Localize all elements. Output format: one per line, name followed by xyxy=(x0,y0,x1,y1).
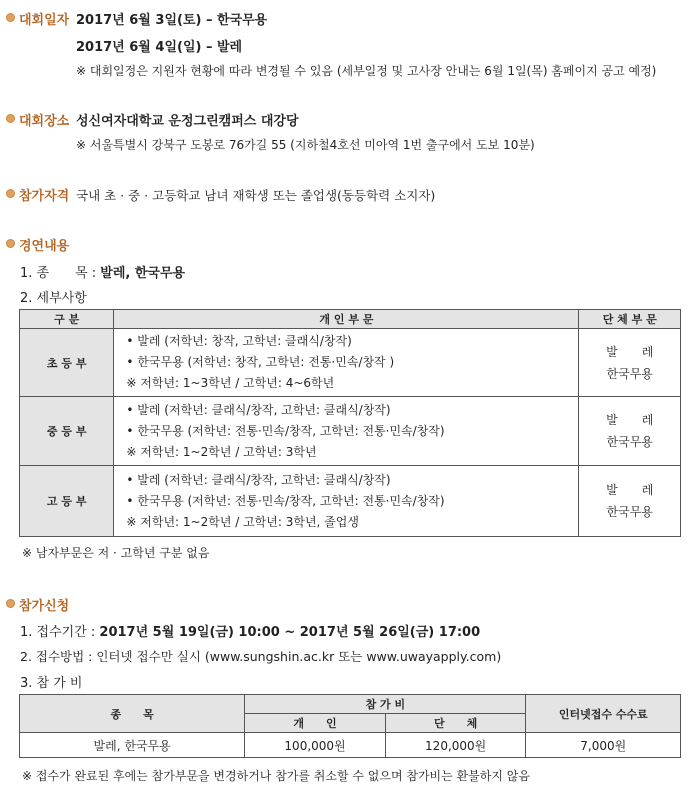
individual-line: • 한국무용 (저학년: 전통·민속/창작, 고학년: 전통·민속/창작) xyxy=(126,423,445,438)
schedule-label: 대회일자 xyxy=(19,13,70,28)
fee-header-group: 단 체 xyxy=(385,714,526,733)
individual-line: • 발레 (저학년: 클래식/창작, 고학년: 클래식/창작) xyxy=(126,472,391,487)
group-line: 발 레 xyxy=(606,413,654,427)
application-period xyxy=(20,621,480,640)
eligibility-text: 국내 초 · 중 · 고등학교 남녀 재학생 또는 졸업생(동등학력 소지자) xyxy=(76,188,436,203)
group-cell xyxy=(579,329,681,397)
section-bullet-icon xyxy=(6,13,15,22)
group-line: 발 레 xyxy=(606,483,654,497)
fee-online-cell: 7,000원 xyxy=(526,733,681,758)
contest-item-2: 2. 세부사항 xyxy=(20,291,87,306)
fee-item-cell: 발레, 한국무용 xyxy=(20,733,245,758)
group-cell xyxy=(579,397,681,466)
contest-label: 경연내용 xyxy=(19,239,70,254)
group-line: 한국무용 xyxy=(606,366,653,381)
individual-line: • 발레 (저학년: 클래식/창작, 고학년: 클래식/창작) xyxy=(126,402,391,417)
schedule-note: ※ 대회일정은 지원자 현황에 따라 변경될 수 있음 (세부일정 및 고사장 안내는 6월 1일(목) 홈페이지 공고 예정) xyxy=(76,64,657,78)
application-label: 참가신청 xyxy=(19,599,70,614)
table-header: 개 인 부 문 xyxy=(114,310,579,329)
fee-header-fee: 참 가 비 xyxy=(245,695,526,714)
contest-note: ※ 남자부문은 저 · 고학년 구분 없음 xyxy=(22,546,210,560)
contest-item-1-value: 발레, 한국무용 xyxy=(100,266,186,281)
venue-label: 대회장소 xyxy=(19,114,70,129)
individual-line: ※ 저학년: 1~2학년 / 고학년: 3학년, 졸업생 xyxy=(126,514,359,529)
individual-cell xyxy=(114,329,579,397)
section-bullet-icon xyxy=(6,114,15,123)
table-row xyxy=(20,329,681,397)
application-method: 2. 접수방법 : 인터넷 접수만 실시 (www.sungshin.ac.kr 또는 www.uwayapply.com) xyxy=(20,649,502,664)
group-line: 발 레 xyxy=(606,344,654,359)
individual-line: ※ 저학년: 1~2학년 / 고학년: 3학년 xyxy=(126,444,317,459)
category-cell: 초 등 부 xyxy=(20,329,114,397)
table-header: 구 분 xyxy=(20,310,114,329)
fee-title: 3. 참 가 비 xyxy=(20,676,83,691)
application-period-prefix: 1. 접수기간 : xyxy=(20,625,100,640)
contest-item-1-prefix: 1. 종 목 : xyxy=(20,266,101,281)
application-period-value: 2017년 5월 19일(금) 10:00 ~ 2017년 5월 26일(금) 17:00 xyxy=(99,625,481,640)
table-row xyxy=(20,466,681,537)
category-cell: 고 등 부 xyxy=(20,466,114,537)
venue-name: 성신여자대학교 운정그린캠퍼스 대강당 xyxy=(76,114,299,129)
schedule-line-1: 2017년 6월 3일(토) – 한국무용 xyxy=(76,13,268,28)
contest-detail-table xyxy=(19,309,681,537)
individual-line: • 한국무용 (저학년: 창작, 고학년: 전통·민속/창작 ) xyxy=(126,355,395,369)
individual-line: • 한국무용 (저학년: 전통·민속/창작, 고학년: 전통·민속/창작) xyxy=(126,493,445,508)
fee-header-online: 인터넷접수 수수료 xyxy=(526,695,681,733)
group-line: 한국무용 xyxy=(606,435,653,449)
table-row xyxy=(20,397,681,466)
category-cell: 중 등 부 xyxy=(20,397,114,466)
table-header: 단 체 부 문 xyxy=(579,310,681,329)
fee-header-item: 종 목 xyxy=(20,695,245,733)
application-note: ※ 접수가 완료된 후에는 참가부문을 변경하거나 참가를 취소할 수 없으며 참가비는 환불하지 않음 xyxy=(22,769,530,783)
fee-header-individual: 개 인 xyxy=(245,714,386,733)
individual-line: • 발레 (저학년: 창작, 고학년: 클래식/창작) xyxy=(126,334,352,348)
fee-table xyxy=(19,694,681,758)
section-bullet-icon xyxy=(6,239,15,248)
fee-group-cell: 120,000원 xyxy=(385,733,526,758)
contest-item-1 xyxy=(20,262,185,281)
individual-line: ※ 저학년: 1~3학년 / 고학년: 4~6학년 xyxy=(126,376,335,390)
venue-note: ※ 서울특별시 강북구 도봉로 76가길 55 (지하철4호선 미아역 1번 출구에서 도보 10분) xyxy=(76,138,535,152)
group-cell xyxy=(579,466,681,537)
eligibility-label: 참가자격 xyxy=(19,189,70,204)
table-row xyxy=(20,733,681,758)
section-bullet-icon xyxy=(6,189,15,198)
schedule-line-2: 2017년 6월 4일(일) – 발레 xyxy=(76,40,243,55)
individual-cell xyxy=(114,466,579,537)
individual-cell xyxy=(114,397,579,466)
group-line: 한국무용 xyxy=(606,505,653,519)
section-bullet-icon xyxy=(6,599,15,608)
fee-individual-cell: 100,000원 xyxy=(245,733,386,758)
